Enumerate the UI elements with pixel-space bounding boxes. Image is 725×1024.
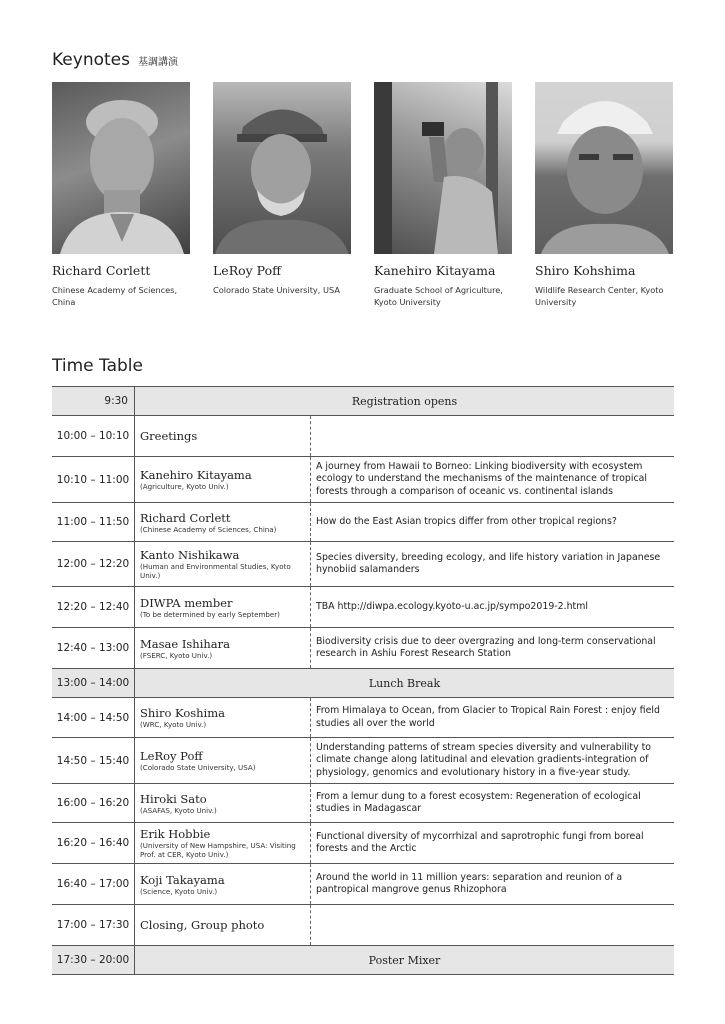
row-talk xyxy=(311,416,674,456)
timetable-row xyxy=(52,904,674,945)
row-speaker-affiliation: (Agriculture, Kyoto Univ.) xyxy=(140,482,229,491)
row-talk: How do the East Asian tropics differ from other tropical regions? xyxy=(316,515,617,527)
speaker-photo xyxy=(52,82,190,254)
speaker-card xyxy=(535,82,673,308)
row-speaker-affiliation: (Chinese Academy of Sciences, China) xyxy=(140,524,277,534)
row-speaker-affiliation: (ASAFAS, Kyoto Univ.) xyxy=(140,805,217,815)
row-time: 11:00 – 11:50 xyxy=(52,503,135,541)
speaker-affiliation: Wildlife Research Center, Kyoto University xyxy=(535,285,664,307)
row-speaker-affiliation: (Science, Kyoto Univ.) xyxy=(140,886,218,896)
row-time: 16:40 – 17:00 xyxy=(52,864,135,904)
row-time: 12:20 – 12:40 xyxy=(52,587,135,627)
row-speaker-affiliation: (WRC, Kyoto Univ.) xyxy=(140,720,207,729)
row-speaker-name: Kanto Nishikawa xyxy=(140,548,240,562)
timetable-title: Time Table xyxy=(52,356,143,376)
speaker-card xyxy=(213,82,351,308)
row-speaker xyxy=(135,738,311,783)
speaker-card xyxy=(374,82,512,308)
timetable-row xyxy=(52,822,674,863)
row-speaker xyxy=(135,864,311,904)
row-label: Lunch Break xyxy=(368,676,441,690)
row-speaker-name: LeRoy Poff xyxy=(140,749,203,763)
keynote-speakers xyxy=(52,82,673,308)
keynotes-header xyxy=(52,50,178,70)
timetable-row xyxy=(52,415,674,456)
row-time: 10:10 – 11:00 xyxy=(52,457,135,502)
row-speaker xyxy=(135,542,311,586)
speaker-name: Shiro Kohshima xyxy=(535,263,636,278)
speaker-card xyxy=(52,82,190,308)
row-speaker-name: Richard Corlett xyxy=(140,510,231,525)
timetable-row xyxy=(52,697,674,737)
row-speaker-name: Masae Ishihara xyxy=(140,636,230,651)
row-talk: TBA http://diwpa.ecology.kyoto-u.ac.jp/sympo2019-2.html xyxy=(316,600,588,612)
row-speaker xyxy=(135,698,311,737)
row-time: 10:00 – 10:10 xyxy=(52,416,135,456)
row-talk: Understanding patterns of stream species diversity and vulnerability to climate change along latitudinal and elevation gradients-integration of physiology, genomics and evolutionary history in a five-year study. xyxy=(316,741,652,778)
row-speaker-name: Greetings xyxy=(140,429,198,443)
row-speaker-affiliation: (To be determined by early September) xyxy=(140,609,280,619)
row-speaker xyxy=(135,628,311,668)
row-talk: Functional diversity of mycorrhizal and saprotrophic fungi from boreal forests and the Arctic xyxy=(316,830,644,854)
row-speaker-affiliation: (University of New Hampshire, USA: Visiting Prof. at CER, Kyoto Univ.) xyxy=(140,841,296,859)
row-talk: Biodiversity crisis due to deer overgrazing and long-term conservational research in Ashiu Forest Research Station xyxy=(316,635,656,659)
row-label: Poster Mixer xyxy=(368,953,441,967)
row-speaker-affiliation: (FSERC, Kyoto Univ.) xyxy=(140,650,213,660)
row-speaker-name: Erik Hobbie xyxy=(140,827,211,841)
timetable-row xyxy=(52,945,674,974)
row-speaker-name: Koji Takayama xyxy=(140,872,225,887)
row-speaker xyxy=(135,416,311,456)
row-talk: From Himalaya to Ocean, from Glacier to Tropical Rain Forest : enjoy field studies all over the world xyxy=(316,705,660,729)
row-label: Registration opens xyxy=(351,394,458,408)
timetable-row xyxy=(52,783,674,822)
row-speaker xyxy=(135,784,311,822)
speaker-photo xyxy=(213,82,351,254)
keynotes-title-jp: 基調講演 xyxy=(137,57,178,68)
row-time: 17:00 – 17:30 xyxy=(52,905,135,945)
row-speaker xyxy=(135,503,311,541)
row-time: 13:00 – 14:00 xyxy=(52,669,135,697)
row-speaker-name: Hiroki Sato xyxy=(140,791,207,806)
row-time: 17:30 – 20:00 xyxy=(52,946,135,974)
keynotes-title: Keynotes xyxy=(52,50,130,70)
row-talk xyxy=(311,905,674,945)
timetable-row xyxy=(52,863,674,904)
row-speaker-name: Kanehiro Kitayama xyxy=(140,468,252,482)
speaker-affiliation: Graduate School of Agriculture, Kyoto University xyxy=(374,285,503,307)
timetable-row xyxy=(52,627,674,668)
row-talk: Species diversity, breeding ecology, and life history variation in Japanese hynobiid salamanders xyxy=(316,551,661,575)
row-time: 16:00 – 16:20 xyxy=(52,784,135,822)
speaker-photo xyxy=(374,82,512,254)
row-speaker-name: DIWPA member xyxy=(140,595,233,610)
row-speaker xyxy=(135,587,311,627)
row-time: 14:00 – 14:50 xyxy=(52,698,135,737)
row-talk: Around the world in 11 million years: separation and reunion of a pantropical mangrove genus Rhizophora xyxy=(316,871,623,895)
timetable-row xyxy=(52,668,674,697)
timetable-row xyxy=(52,387,674,415)
timetable xyxy=(52,386,674,975)
row-time: 12:40 – 13:00 xyxy=(52,628,135,668)
row-time: 14:50 – 15:40 xyxy=(52,738,135,783)
row-speaker-name: Shiro Koshima xyxy=(140,706,225,720)
speaker-name: Kanehiro Kitayama xyxy=(374,263,496,278)
timetable-row xyxy=(52,586,674,627)
timetable-row xyxy=(52,541,674,586)
timetable-row xyxy=(52,456,674,502)
row-talk: From a lemur dung to a forest ecosystem: Regeneration of ecological studies in Madagascar xyxy=(316,790,641,814)
speaker-affiliation: Chinese Academy of Sciences, China xyxy=(52,285,178,307)
row-time: 12:00 – 12:20 xyxy=(52,542,135,586)
timetable-row xyxy=(52,737,674,783)
row-speaker xyxy=(135,905,311,945)
row-speaker-affiliation: (Human and Environmental Studies, Kyoto Univ.) xyxy=(140,562,291,580)
row-time: 9:30 xyxy=(52,387,135,415)
row-speaker xyxy=(135,823,311,863)
row-time: 16:20 – 16:40 xyxy=(52,823,135,863)
timetable-row xyxy=(52,502,674,541)
row-speaker-name: Closing, Group photo xyxy=(140,918,265,932)
speaker-photo xyxy=(535,82,673,254)
row-talk: A journey from Hawaii to Borneo: Linking biodiversity with ecosystem ecology to understand the mechanisms of the maintenance of tropical forests through a comparison of oceanic vs. continental islands xyxy=(316,460,647,497)
row-speaker xyxy=(135,457,311,502)
speaker-name: LeRoy Poff xyxy=(213,263,281,278)
row-speaker-affiliation: (Colorado State University, USA) xyxy=(140,763,256,772)
speaker-name: Richard Corlett xyxy=(52,263,151,278)
speaker-affiliation: Colorado State University, USA xyxy=(213,285,340,295)
